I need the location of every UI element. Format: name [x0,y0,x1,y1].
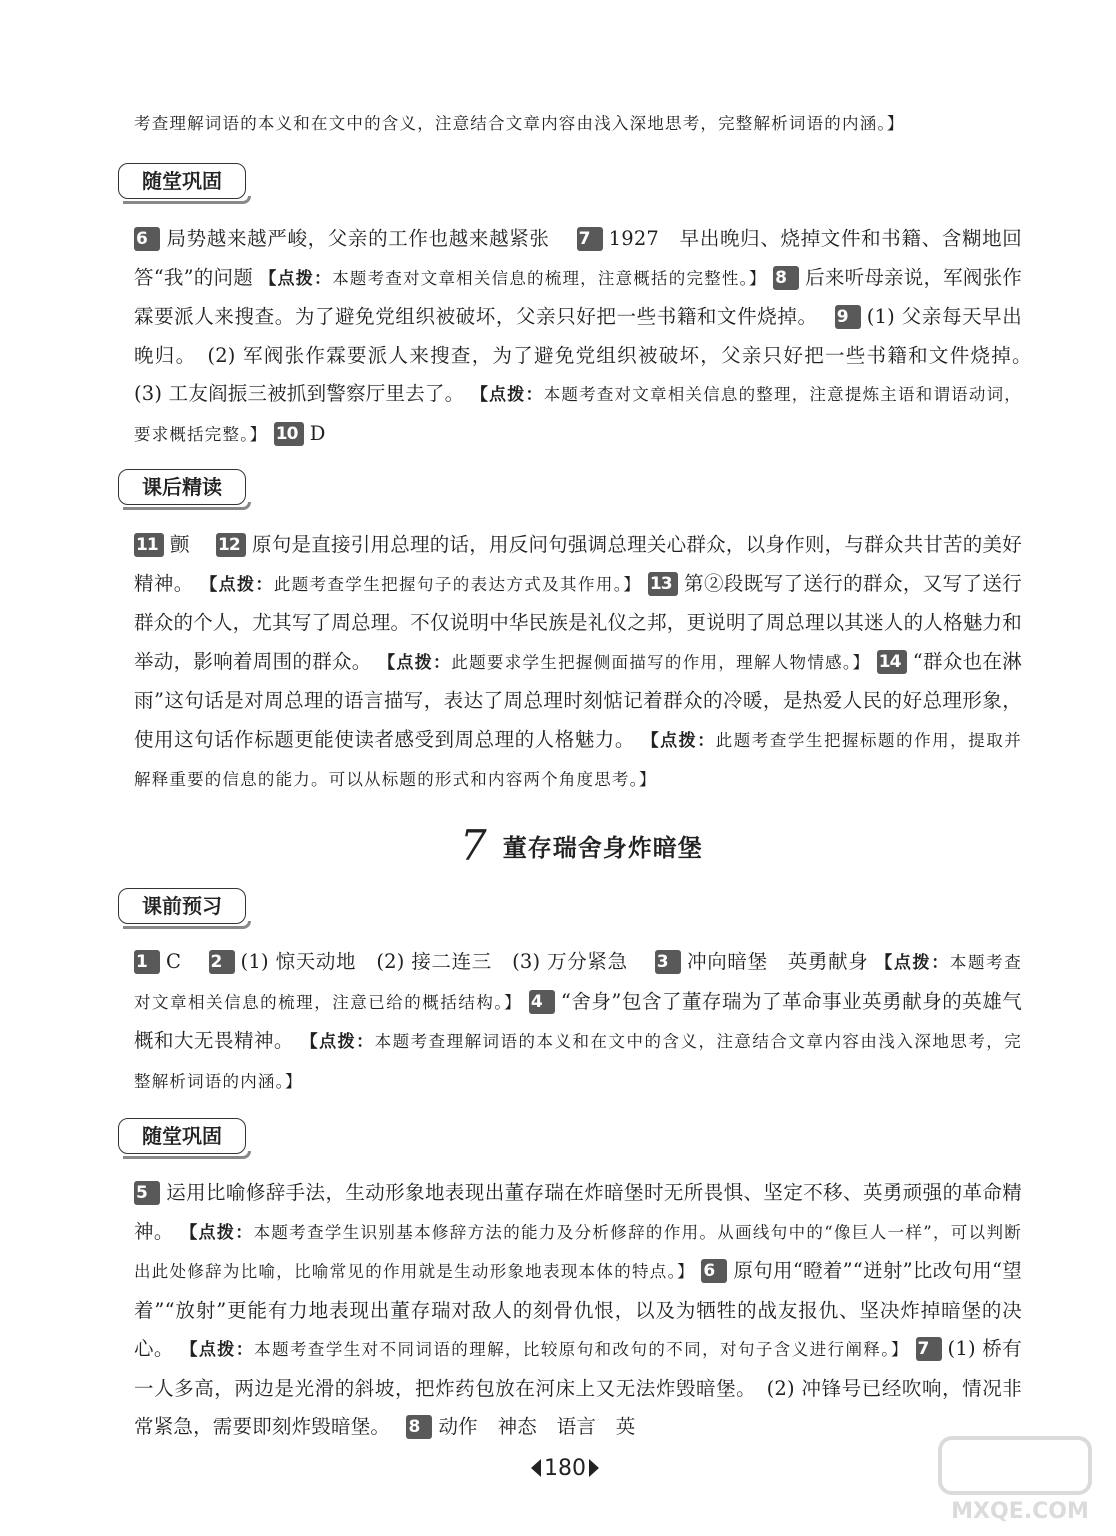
answer-text: 局势越来越严峻，父亲的工作也越来越紧张 [166,227,550,250]
hint-text: 本题考查对文章相关信息的梳理，注意已给的概括结构。】 [134,953,1022,1012]
question-number-badge: 6 [701,1259,727,1283]
hint-label: 【点拨： [259,268,333,289]
question-number-badge: 13 [648,572,678,596]
intro-line: 考查理解词语的本义和在文中的含义，注意结合文章内容由浅入深地思考，完整解析词语的内涵。】 [134,114,905,133]
left-triangle-icon [531,1459,541,1477]
chapter-heading [460,820,703,870]
question-number-badge: 10 [274,422,304,446]
section-label-suitang-1: 随堂巩固 [118,163,246,199]
section-3-answers [134,943,1022,1101]
page-number [520,1452,610,1484]
hint-label: 【点拨： [200,574,274,595]
answer-text: C [166,950,182,973]
hint-text: 本题考查学生识别基本修辞方法的能力及分析修辞的作用。从画线句中的“像巨人一样”，可以判断出此处修辞为比喻，比喻常见的作用就是生动形象地表现本体的特点。】 [134,1222,1022,1281]
question-number-badge: 3 [655,950,681,974]
question-number-badge: 12 [216,533,246,557]
watermark-logo [930,1430,1110,1530]
answer-text: 第②段既写了送行的群众，又写了送行群众的个人，尤其写了周总理。不仅说明中华民族是礼仪之邦，更说明了周总理以其迷人的人格魅力和举动，影响着周围的群众。 [134,571,1022,673]
right-triangle-icon [589,1459,599,1477]
question-number-badge: 5 [134,1181,160,1205]
answer-text: “舍身”包含了董存瑞为了革命事业英勇献身的英雄气概和大无畏精神。 [134,989,1022,1052]
hint-label: 【点拨： [300,1032,375,1052]
hint-text: 本题考查对文章相关信息的整理，注意提炼主语和谓语动词，要求概括完整。】 [134,385,1023,444]
answer-text: 动作 神态 语言 英 [438,1415,636,1438]
answer-text: (1) 父亲每天早出晚归。 (2) 军阀张作霖要派人来搜查，为了避免党组织被破坏，父亲只好把一些书籍和文件烧掉。 (3) 工友阎振三被抓到警察厅里去了。 [134,305,1042,405]
question-number-badge: 8 [406,1415,432,1439]
section-4-answers [134,1174,1022,1447]
answer-text: (1) 桥有一人多高，两边是光滑的斜坡，把炸药包放在河床上又无法炸毁暗堡。 (2) 冲锋号已经吹响，情况非常紧急，需要即刻炸毁暗堡。 [134,1337,1022,1438]
hint-label: 【点拨： [641,730,716,751]
question-number-badge: 1 [134,950,160,974]
hint-label: 【点拨： [378,652,452,673]
question-number-badge: 9 [835,305,861,329]
answer-text: 后来听母亲说，军阀张作霖要派人来搜查。为了避免党组织被破坏，父亲只好把一些书籍和文件烧掉。 [134,265,1023,328]
watermark-text: MXQE.COM [951,1499,1089,1524]
section-label-keqian: 课前预习 [118,888,246,924]
answer-text: 颤 [170,533,190,556]
hint-label: 【点拨： [180,1222,254,1243]
hint-label: 【点拨： [875,953,950,973]
question-number-badge: 2 [209,950,235,974]
chapter-title: 董存瑞舍身炸暗堡 [502,833,703,862]
hint-label: 【点拨： [470,385,544,405]
hint-text: 本题考查学生对不同词语的理解，比较原句和改句的不同，对句子含义进行阐释。】 [254,1340,909,1359]
answer-text: “群众也在淋雨”这句话是对周总理的语言描写，表达了周总理时刻惦记着群众的冷暖，是热爱人民的好总理形象，使用这句话作标题更能使读者感受到周总理的人格魅力。 [134,649,1022,751]
question-number-badge: 14 [877,650,907,674]
section-2-answers [134,526,1022,800]
question-number-badge: 7 [577,227,603,251]
section-label-suitang-2: 随堂巩固 [118,1118,246,1154]
answer-text: 冲向暗堡 英勇献身 [686,950,869,973]
answer-text: 原句用“瞪着”“迸射”比改句用“望着”“放射”更能有力地表现出董存瑞对敌人的刻骨仇恨，以及为牺牲的战友报仇、坚决炸掉暗堡的决心。 [134,1259,1022,1360]
hint-label: 【点拨： [180,1340,255,1360]
answer-text: 1927 早出晚归、烧掉文件和书籍、含糊地回答“我”的问题 [134,227,1022,289]
answer-text: 原句是直接引用总理的话，用反问句强调总理关心群众，以身作则，与群众共甘苦的美好精神。 [134,533,1022,595]
section-1-answers [134,220,1042,454]
question-number-badge: 8 [773,266,799,290]
hint-text: 此题考查学生把握句子的表达方式及其作用。】 [273,574,642,594]
hint-text: 本题考查对文章相关信息的梳理，注意概括的完整性。】 [332,268,767,288]
answer-text: 运用比喻修辞手法，生动形象地表现出董存瑞在炸暗堡时无所畏惧、坚定不移、英勇顽强的革命精神。 [134,1181,1022,1243]
question-number-badge: 11 [134,533,164,557]
answer-text: D [309,421,326,445]
answer-text: (1) 惊天动地 (2) 接二连三 (3) 万分紧急 [240,950,628,973]
hint-text: 此题要求学生把握侧面描写的作用，理解人物情感。】 [451,652,871,672]
section-label-kehou: 课后精读 [118,469,246,505]
question-number-badge: 6 [134,227,160,251]
hint-text: 此题考查学生把握标题的作用，提取并解释重要的信息的能力。可以从标题的形式和内容两个角度思考。】 [134,730,1022,789]
question-number-badge: 4 [529,990,555,1014]
chapter-number: 7 [460,820,487,870]
page-number-text: 180 [544,1455,586,1481]
hint-text: 本题考查理解词语的本义和在文中的含义，注意结合文章内容由浅入深地思考，完整解析词语的内涵。】 [134,1032,1022,1091]
question-number-badge: 7 [916,1337,942,1361]
